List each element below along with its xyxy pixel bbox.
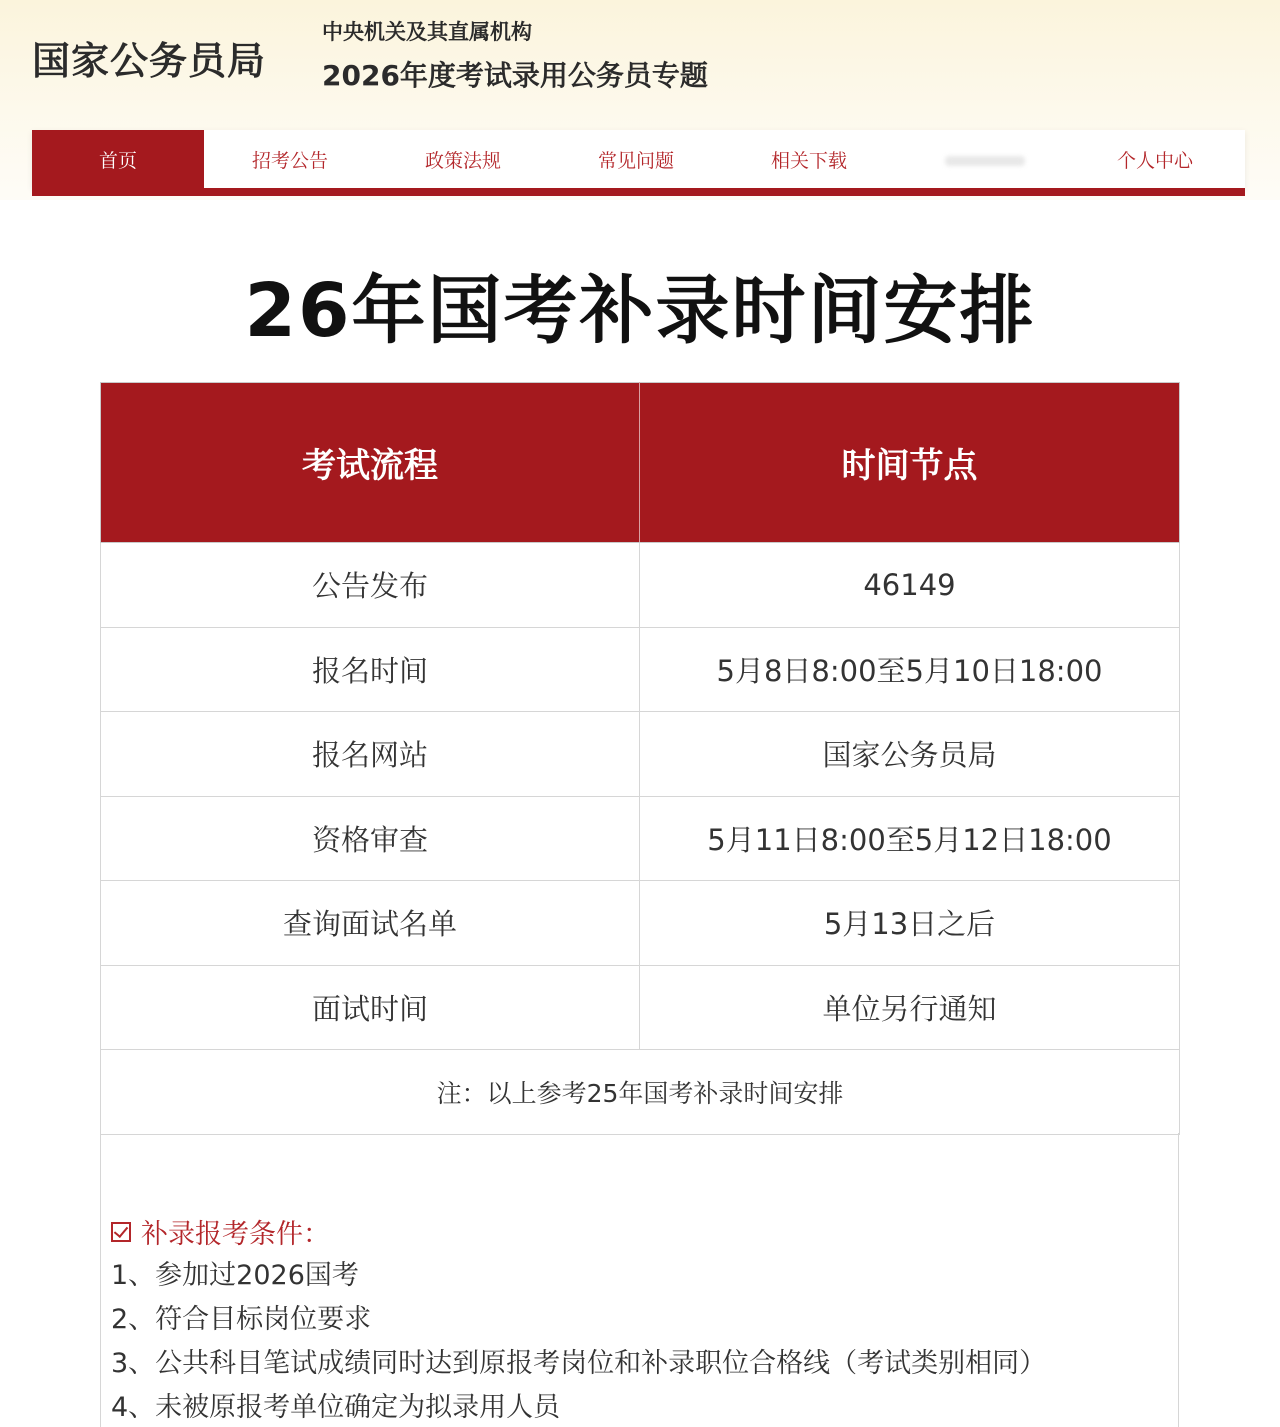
row-time: 单位另行通知 [640, 965, 1180, 1050]
row-step: 资格审查 [101, 796, 640, 881]
row-time: 5月13日之后 [640, 881, 1180, 966]
header-time: 时间节点 [640, 383, 1180, 543]
list-item: 2、符合目标岗位要求 [111, 1304, 372, 1335]
table-row [101, 543, 1180, 628]
table-header-row [101, 383, 1180, 543]
conditions-heading [111, 1212, 330, 1251]
table-row [101, 965, 1180, 1050]
nav-item-home[interactable]: 首页 [32, 130, 204, 188]
row-step: 查询面试名单 [101, 881, 640, 966]
header-title: 2026年度考试录用公务员专题 [322, 59, 708, 92]
row-step: 报名网站 [101, 712, 640, 797]
list-item: 1、参加过2026国考 [111, 1260, 359, 1291]
schedule-table [100, 382, 1180, 1135]
row-step: 面试时间 [101, 965, 640, 1050]
row-time: 国家公务员局 [640, 712, 1180, 797]
row-time: 5月11日8:00至5月12日18:00 [640, 796, 1180, 881]
row-step: 公告发布 [101, 543, 640, 628]
list-item: 3、公共科目笔试成绩同时达到原报考岗位和补录职位合格线（考试类别相同） [111, 1348, 1047, 1379]
row-time: 46149 [640, 543, 1180, 628]
list-item: 4、未被原报考单位确定为拟录用人员 [111, 1392, 561, 1423]
site-logo[interactable]: 国家公务员局 [32, 39, 267, 83]
table-note: 注：以上参考25年国考补录时间安排 [101, 1050, 1180, 1135]
header-process: 考试流程 [101, 383, 640, 543]
table-row [101, 712, 1180, 797]
nav-item-downloads[interactable]: 相关下载 [770, 149, 847, 172]
page-title: 26年国考补录时间安排 [244, 268, 1036, 354]
row-step: 报名时间 [101, 627, 640, 712]
header-subtitle: 中央机关及其直属机构 [322, 20, 532, 44]
table-row [101, 881, 1180, 966]
row-time: 5月8日8:00至5月10日18:00 [640, 627, 1180, 712]
conditions-list [111, 1254, 1046, 1427]
nav-item-obscured [945, 156, 1025, 166]
nav-underline [32, 188, 1245, 196]
conditions-heading-label: 补录报考条件： [141, 1219, 330, 1250]
nav-item-announcements[interactable]: 招考公告 [251, 149, 328, 172]
table-note-row [101, 1050, 1180, 1135]
nav-item-faq[interactable]: 常见问题 [597, 149, 674, 172]
table-row [101, 627, 1180, 712]
nav-item-user-center[interactable]: 个人中心 [1116, 149, 1193, 172]
nav-item-policies[interactable]: 政策法规 [424, 149, 501, 172]
main-nav [32, 130, 1245, 188]
table-row [101, 796, 1180, 881]
checkbox-icon [111, 1222, 131, 1242]
